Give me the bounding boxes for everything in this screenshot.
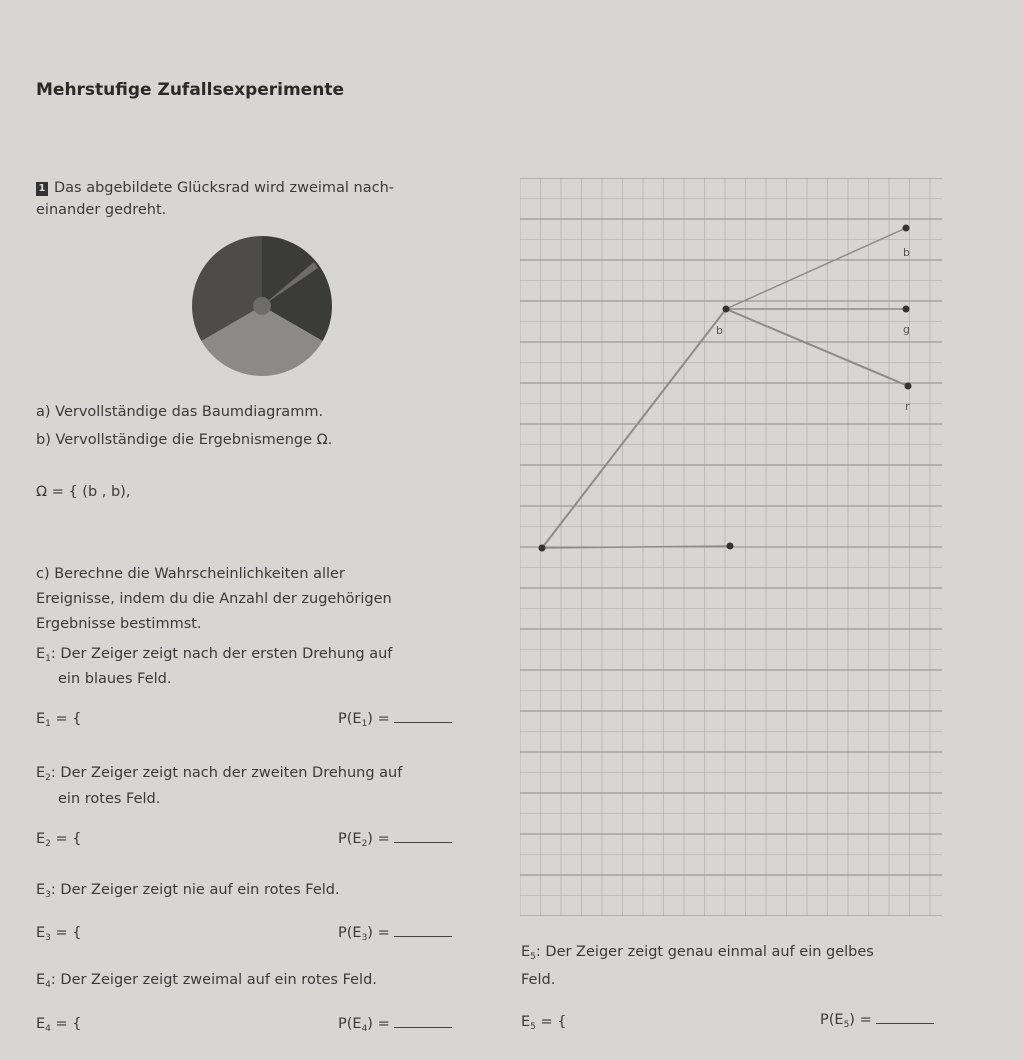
event-e5-desc: $E_5$: Der Zeiger zeigt genau einmal auf ein gelbes bbox=[521, 944, 874, 962]
tree-label-b1: b bbox=[716, 324, 723, 337]
task-c-line-1: c) Berechne die Wahrscheinlichkeiten aller bbox=[36, 566, 345, 582]
event-e1-desc: $E_1$: Der Zeiger zeigt nach der ersten Drehung auf bbox=[36, 646, 393, 664]
task-intro bbox=[36, 180, 394, 196]
tree-node-b bbox=[723, 306, 730, 313]
event-e2-probability[interactable]: $P(E_2)$ = bbox=[338, 831, 452, 849]
branch-b-to-r bbox=[726, 309, 908, 386]
event-e1-set[interactable]: $E_1$ = { bbox=[36, 711, 82, 729]
event-e4-probability[interactable]: $P(E_4)$ = bbox=[338, 1016, 452, 1034]
event-e5-probability[interactable]: $P(E_5)$ = bbox=[820, 1012, 934, 1030]
tree-node-root bbox=[539, 545, 546, 552]
task-number-badge: 1 bbox=[36, 182, 48, 196]
event-e4-set[interactable]: $E_4$ = { bbox=[36, 1016, 82, 1034]
task-b: b) Vervollständige die Ergebnismenge Ω. bbox=[36, 432, 333, 448]
event-e1-desc-2: ein blaues Feld. bbox=[58, 671, 172, 687]
tree-node-bb bbox=[903, 225, 910, 232]
event-e2-desc: $E_2$: Der Zeiger zeigt nach der zweiten Drehung auf bbox=[36, 765, 403, 783]
grid-canvas bbox=[520, 178, 942, 916]
task-a: a) Vervollständige das Baumdiagramm. bbox=[36, 404, 324, 420]
task-c-line-2: Ereignisse, indem du die Anzahl der zugehörigen bbox=[36, 591, 392, 607]
branch-root-to-b bbox=[542, 309, 726, 548]
event-e4-desc: $E_4$: Der Zeiger zeigt zweimal auf ein rotes Feld. bbox=[36, 972, 377, 990]
branch-root-to-second bbox=[542, 546, 730, 548]
branch-b-to-b bbox=[726, 228, 906, 309]
page-title: Mehrstufige Zufallsexperimente bbox=[36, 80, 344, 100]
spinner-wheel bbox=[182, 228, 342, 388]
event-e5-desc-2: Feld. bbox=[521, 972, 556, 988]
intro-line-1: Das abgebildete Glücksrad wird zweimal nach- bbox=[54, 180, 395, 196]
tree-diagram-grid bbox=[520, 178, 942, 916]
event-e2-set[interactable]: $E_2$ = { bbox=[36, 831, 82, 849]
tree-label-b2: b bbox=[903, 246, 910, 259]
event-e2-desc-2: ein rotes Feld. bbox=[58, 791, 161, 807]
tree-node-bg bbox=[903, 306, 910, 313]
task-c-line-3: Ergebnisse bestimmst. bbox=[36, 616, 202, 632]
event-e3-desc: $E_3$: Der Zeiger zeigt nie auf ein rotes Feld. bbox=[36, 882, 340, 900]
tree-node-br bbox=[905, 383, 912, 390]
event-e3-probability[interactable]: $P(E_3)$ = bbox=[338, 925, 452, 943]
omega-set: Ω = { (b , b), bbox=[36, 484, 131, 500]
tree-label-g: g bbox=[903, 323, 910, 336]
tree-label-r: r bbox=[905, 400, 910, 413]
event-e3-set[interactable]: $E_3$ = { bbox=[36, 925, 82, 943]
event-e5-set[interactable]: $E_5$ = { bbox=[521, 1014, 567, 1032]
tree-node-second bbox=[727, 543, 734, 550]
intro-line-2: einander gedreht. bbox=[36, 202, 167, 218]
event-e1-probability[interactable]: $P(E_1)$ = bbox=[338, 711, 452, 729]
